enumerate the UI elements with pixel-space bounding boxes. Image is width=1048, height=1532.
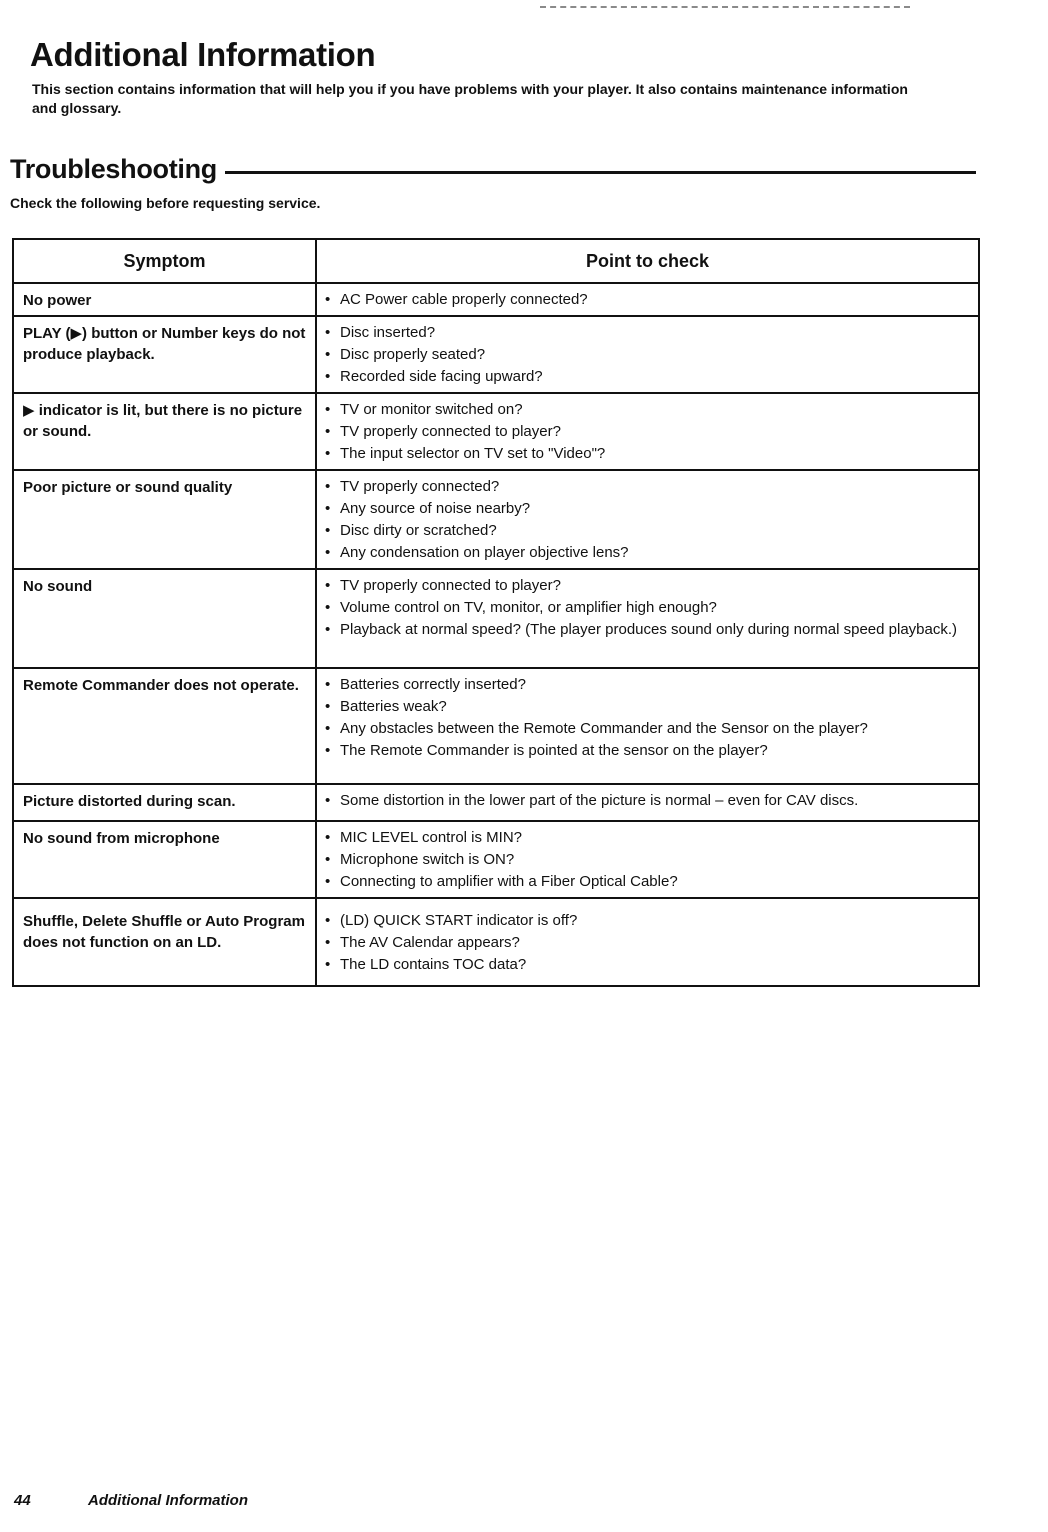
section-title: Troubleshooting (10, 154, 217, 184)
points-list (323, 575, 974, 641)
symptom-column-header: Symptom (13, 239, 316, 283)
section-rule (225, 171, 976, 174)
table-row (13, 316, 979, 393)
list-item: • Connecting to amplifier with a Fiber Optical Cable? (323, 871, 974, 893)
list-item: • Microphone switch is ON? (323, 849, 974, 871)
page-footer (14, 1492, 248, 1509)
points-cell (316, 316, 979, 393)
symptom-cell: Shuffle, Delete Shuffle or Auto Program does not function on an LD. (13, 898, 316, 986)
points-list (323, 910, 974, 976)
points-cell (316, 898, 979, 986)
footer-section-title: Additional Information (88, 1492, 248, 1509)
list-item: • Playback at normal speed? (The player produces sound only during normal speed playback.) (323, 619, 974, 641)
troubleshooting-table (12, 238, 980, 987)
list-item: • The LD contains TOC data? (323, 954, 974, 976)
points-list (323, 674, 974, 762)
symptom-cell: No power (13, 283, 316, 316)
intro-paragraph: This section contains information that will help you if you have problems with your player. It also contains maintenance information and glossary. (32, 81, 908, 116)
list-item: • Batteries correctly inserted? (323, 674, 974, 696)
points-list (323, 790, 974, 812)
symptom-cell: Picture distorted during scan. (13, 784, 316, 821)
symptom-cell: No sound (13, 569, 316, 668)
list-item: • Any condensation on player objective lens? (323, 542, 974, 564)
list-item: • TV properly connected? (323, 476, 974, 498)
symptom-cell: PLAY (▶) button or Number keys do not produce playback. (13, 316, 316, 393)
table-row (13, 784, 979, 821)
list-item: • The Remote Commander is pointed at the sensor on the player? (323, 740, 974, 762)
list-item: • Disc dirty or scratched? (323, 520, 974, 542)
page-title: Additional Information (30, 36, 376, 73)
list-item: • The input selector on TV set to "Video"? (323, 443, 974, 465)
table-row (13, 898, 979, 986)
symptom-cell: Poor picture or sound quality (13, 470, 316, 569)
points-cell (316, 393, 979, 470)
symptom-cell: ▶ indicator is lit, but there is no picture or sound. (13, 393, 316, 470)
points-list (323, 289, 974, 311)
list-item: • TV or monitor switched on? (323, 399, 974, 421)
table-header-row (13, 239, 979, 283)
table-row (13, 283, 979, 316)
check-note: Check the following before requesting service. (10, 195, 321, 211)
table-row (13, 569, 979, 668)
point-column-header: Point to check (316, 239, 979, 283)
points-cell (316, 569, 979, 668)
list-item: • TV properly connected to player? (323, 575, 974, 597)
list-item: • The AV Calendar appears? (323, 932, 974, 954)
table-row (13, 393, 979, 470)
table-row (13, 668, 979, 784)
points-list (323, 827, 974, 893)
symptom-cell: Remote Commander does not operate. (13, 668, 316, 784)
table-row (13, 821, 979, 898)
page-number: 44 (14, 1492, 31, 1509)
top-dashed-rule (540, 6, 910, 8)
list-item: • Disc properly seated? (323, 344, 974, 366)
list-item: • Disc inserted? (323, 322, 974, 344)
table-row (13, 470, 979, 569)
points-list (323, 322, 974, 388)
list-item: • (LD) QUICK START indicator is off? (323, 910, 974, 932)
points-cell (316, 283, 979, 316)
points-list (323, 476, 974, 564)
points-cell (316, 668, 979, 784)
points-cell (316, 821, 979, 898)
list-item: • Any obstacles between the Remote Commander and the Sensor on the player? (323, 718, 974, 740)
list-item: • TV properly connected to player? (323, 421, 974, 443)
list-item: • Volume control on TV, monitor, or amplifier high enough? (323, 597, 974, 619)
symptom-cell: No sound from microphone (13, 821, 316, 898)
points-list (323, 399, 974, 465)
list-item: • Any source of noise nearby? (323, 498, 974, 520)
list-item: • AC Power cable properly connected? (323, 289, 974, 311)
points-cell (316, 470, 979, 569)
list-item: • Batteries weak? (323, 696, 974, 718)
list-item: • Recorded side facing upward? (323, 366, 974, 388)
list-item: • MIC LEVEL control is MIN? (323, 827, 974, 849)
list-item: • Some distortion in the lower part of the picture is normal – even for CAV discs. (323, 790, 974, 812)
section-heading (10, 154, 976, 185)
points-cell (316, 784, 979, 821)
